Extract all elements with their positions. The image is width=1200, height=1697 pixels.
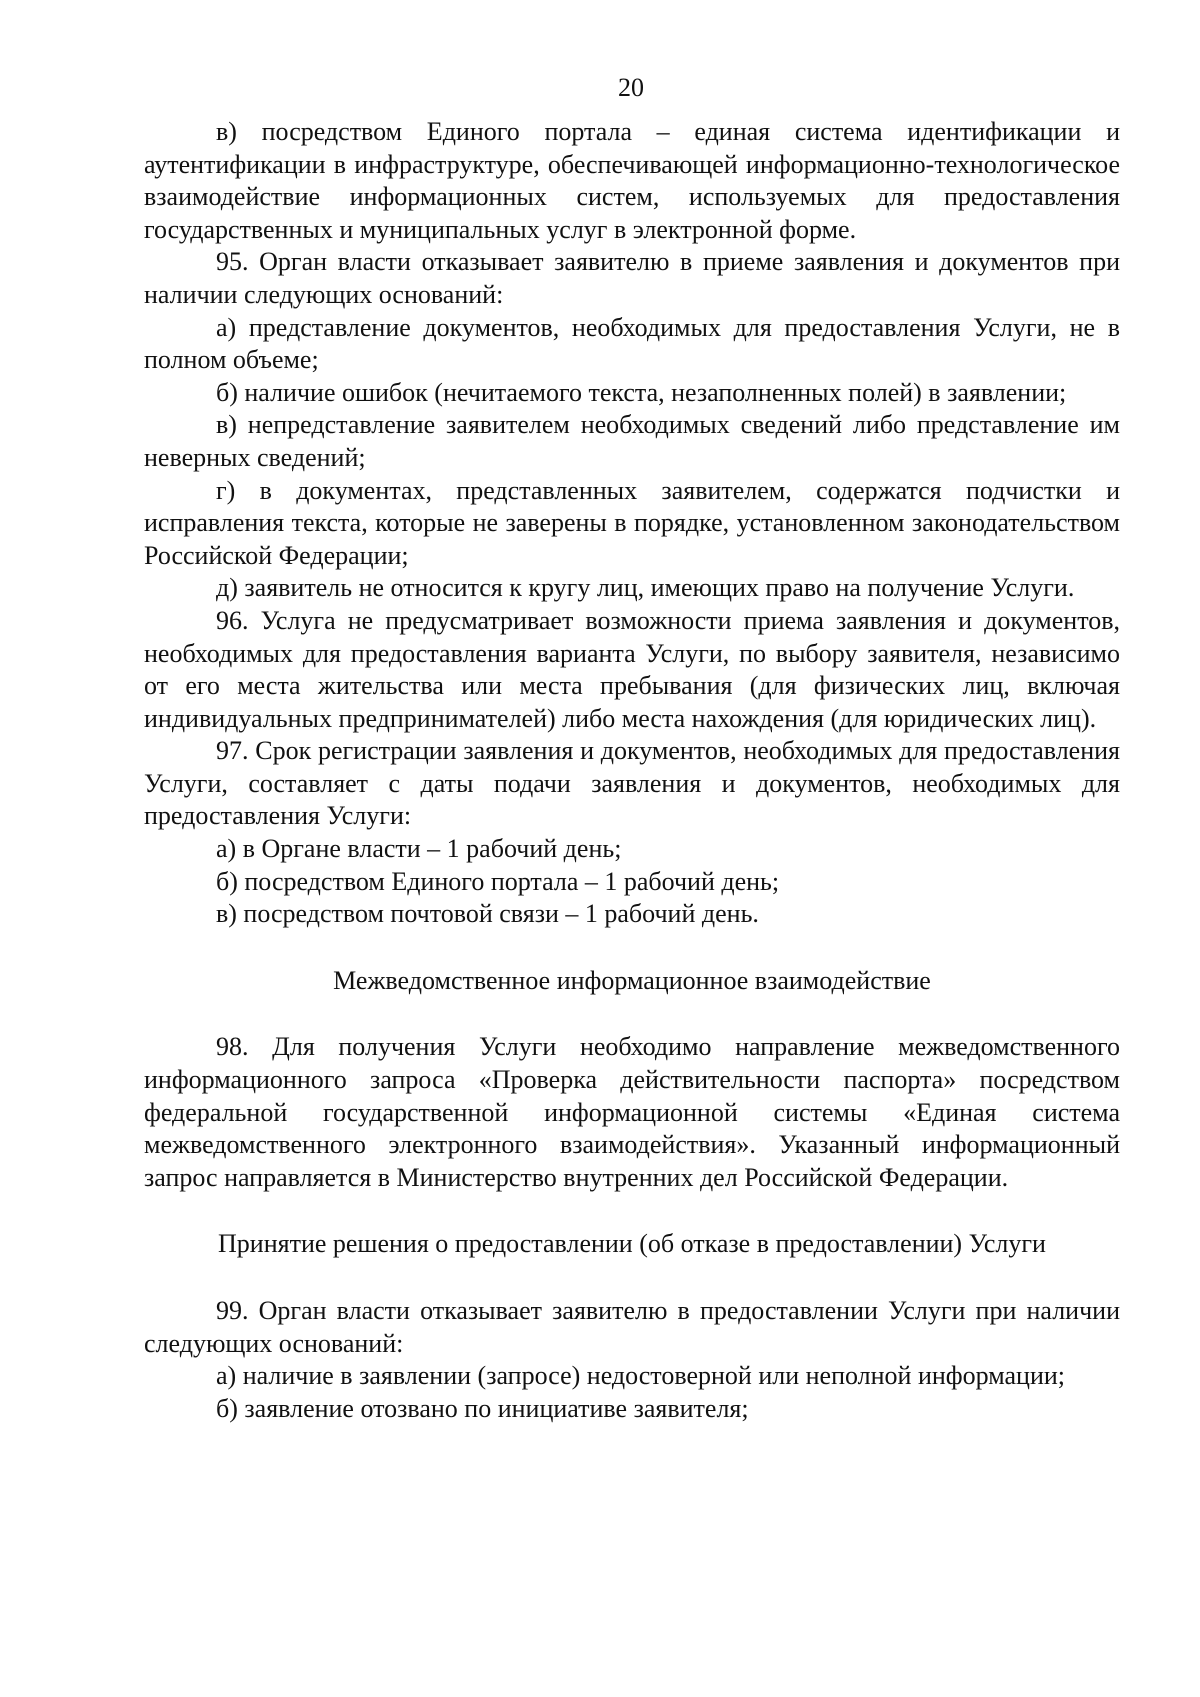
paragraph: а) представление документов, необходимых для предоставления Услуги, не в полном объеме; xyxy=(144,312,1120,375)
paragraph: 95. Орган власти отказывает заявителю в приеме заявления и документов при наличии следующих оснований: xyxy=(144,247,1120,309)
section-heading: Межведомственное информационное взаимодействие xyxy=(333,965,931,995)
paragraph: в) посредством Единого портала – единая система идентификации и аутентификации в инфраструктуре, обеспечивающей информационно-технологическое взаимодействие информационных систем, используемых для предоставления государственных и муниципальных услуг в электронной форме. xyxy=(144,117,1120,244)
paragraph: 97. Срок регистрации заявления и документов, необходимых для предоставления Услуги, составляет с даты подачи заявления и документов, необходимых для предоставления Услуги: xyxy=(144,736,1120,831)
section-spacer xyxy=(144,997,1120,1031)
paragraph: г) в документах, представленных заявителем, содержатся подчистки и исправления текста, которые не заверены в порядке, установленном законодательством Российской Федерации; xyxy=(144,475,1120,570)
document-body xyxy=(144,116,1120,1425)
section-spacer xyxy=(144,931,1120,965)
section-spacer xyxy=(144,1194,1120,1228)
paragraph: в) посредством почтовой связи – 1 рабочий день. xyxy=(216,899,759,929)
paragraph: б) посредством Единого портала – 1 рабочий день; xyxy=(216,866,780,896)
page-number: 20 xyxy=(618,73,644,102)
section-heading: Принятие решения о предоставлении (об отказе в предоставлении) Услуги xyxy=(218,1229,1046,1259)
paragraph: а) в Органе власти – 1 рабочий день; xyxy=(216,834,622,864)
paragraph: 96. Услуга не предусматривает возможности приема заявления и документов, необходимых для предоставления варианта Услуги, по выбору заявителя, независимо от его места жительства или места пребывания (для физических лиц, включая индивидуальных предпринимателей) либо места нахождения (для юридических лиц). xyxy=(144,605,1120,733)
paragraph: 98. Для получения Услуги необходимо направление межведомственного информационного запроса «Проверка действительности паспорта» посредством федеральной государственной информационной системы «Единая система межведомственного электронного взаимодействия». Указанный информационный запрос направляется в Министерство внутренних дел Российской Федерации. xyxy=(144,1032,1120,1192)
paragraph: д) заявитель не относится к кругу лиц, имеющих право на получение Услуги. xyxy=(216,573,1075,603)
paragraph: б) наличие ошибок (нечитаемого текста, незаполненных полей) в заявлении; xyxy=(216,377,1067,407)
paragraph: а) наличие в заявлении (запросе) недостоверной или неполной информации; xyxy=(216,1361,1066,1391)
section-spacer xyxy=(144,1261,1120,1295)
paragraph: 99. Орган власти отказывает заявителю в предоставлении Услуги при наличии следующих оснований: xyxy=(144,1296,1120,1358)
paragraph: в) непредставление заявителем необходимых сведений либо представление им неверных сведений; xyxy=(144,410,1120,472)
paragraph: б) заявление отозвано по инициативе заявителя; xyxy=(216,1393,749,1423)
